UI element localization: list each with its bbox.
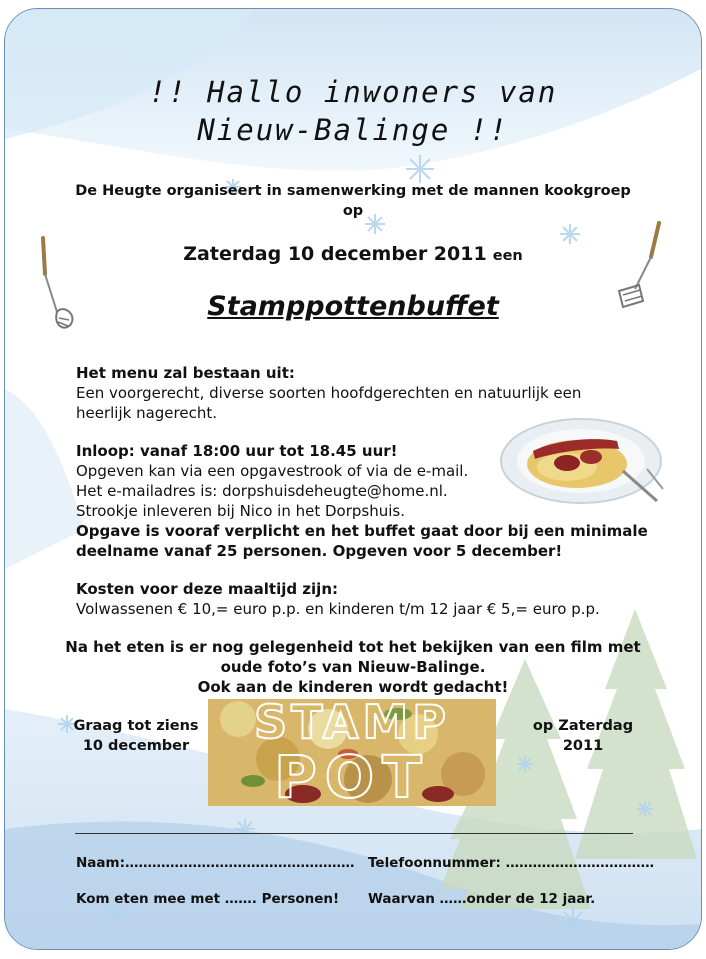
- form-telefoon: Telefoonnummer: ……………………………: [368, 855, 655, 871]
- inloop-line-2: Het e-mailadres is: dorpshuisdeheugte@home.nl.: [76, 482, 448, 500]
- date-suffix: een: [492, 248, 523, 264]
- inloop-line-1: Opgeven kan via een opgavestrook of via de e-mail.: [76, 462, 469, 480]
- closing-right-1: op Zaterdag: [532, 718, 634, 734]
- form-personen: Kom eten mee met ……. Personen!: [76, 891, 340, 907]
- closing-left: [71, 716, 201, 756]
- logo-word-1: STAMP: [253, 699, 451, 749]
- kosten-heading: Kosten voor deze maaltijd zijn:: [76, 580, 339, 598]
- date-line: [5, 241, 701, 269]
- intro-line-1: De Heugte organiseert in samenwerking met de mannen kookgroep: [75, 183, 631, 199]
- event-title: Stamppottenbuffet: [207, 291, 499, 322]
- form-waarvan: Waarvan ……onder de 12 jaar.: [368, 891, 596, 907]
- menu-heading: Het menu zal bestaan uit:: [76, 364, 295, 382]
- closing-right: [523, 716, 643, 756]
- film-section: [5, 637, 701, 697]
- closing-left-2: 10 december: [82, 738, 190, 754]
- flyer-page: [4, 8, 702, 950]
- menu-line-2: heerlijk nagerecht.: [76, 404, 218, 422]
- form-divider: [75, 833, 633, 834]
- film-line-1: Na het eten is er nog gelegenheid tot het bekijken van een film met: [65, 638, 641, 656]
- inloop-line-3: Strookje inleveren bij Nico in het Dorpshuis.: [76, 502, 405, 520]
- intro: [5, 181, 701, 221]
- film-line-2: oude foto’s van Nieuw-Balinge.: [220, 658, 486, 676]
- heading-line-2: Nieuw-Balinge !!: [197, 113, 509, 147]
- kosten-section: [76, 579, 676, 619]
- inloop-bold-2: deelname vanaf 25 personen. Opgeven voor 5 december!: [76, 542, 563, 560]
- event-date: Zaterdag 10 december 2011: [183, 243, 487, 265]
- inloop-heading: Inloop: vanaf 18:00 uur tot 18.45 uur!: [76, 442, 398, 460]
- logo-word-2: POT: [274, 743, 430, 806]
- intro-line-2: op: [342, 203, 364, 219]
- form-naam: Naam:……………………………………………: [76, 855, 355, 871]
- inloop-section: [76, 441, 676, 561]
- closing-left-1: Graag tot ziens: [73, 718, 199, 734]
- film-line-3: Ook aan de kinderen wordt gedacht!: [197, 678, 509, 696]
- kosten-line: Volwassenen € 10,= euro p.p. en kinderen t/m 12 jaar € 5,= euro p.p.: [76, 600, 600, 618]
- closing-right-2: 2011: [562, 738, 604, 754]
- inloop-bold-1: Opgave is vooraf verplicht en het buffet gaat door bij een minimale: [76, 522, 648, 540]
- heading: [5, 73, 701, 149]
- stamppot-logo-image: [208, 699, 496, 806]
- heading-line-1: !! Hallo inwoners van: [148, 75, 558, 109]
- menu-line-1: Een voorgerecht, diverse soorten hoofdgerechten en natuurlijk een: [76, 384, 582, 402]
